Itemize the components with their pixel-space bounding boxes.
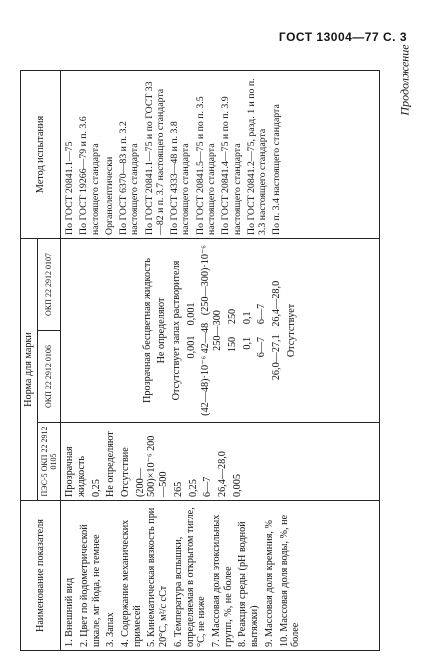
row-1-method: По ГОСТ 20841.1—75 (64, 141, 76, 235)
col-norm-header: Норма для марки (21, 238, 38, 500)
row-5-mark-3: (250—300)·10⁻⁶ 250—300 (200, 245, 224, 351)
page-header: ГОСТ 13004—77 С. 3 (278, 30, 407, 44)
row-9-mark-1: 26,4—28,0 (217, 451, 228, 497)
row-5-method: По ГОСТ 20841.1—75 и по ГОСТ 33—82 и п. 3.7 настоящего стандарта (143, 81, 166, 235)
row-9-method: По ГОСТ 20841.2—75, разд. 1 и по п. 3.3 настоящего стандарта (245, 78, 269, 235)
row-3-mark-1: Не определяют (105, 431, 117, 497)
row-2-name: 2. Цвет по йодометрической шкале, мг йода, не темнее (78, 524, 102, 647)
mark-1-values (61, 423, 380, 501)
row-7-mark-2: 0,1 (241, 336, 253, 350)
row-3-method: Органолептически (103, 156, 115, 235)
row-6-name: 6. Температура вспышки, определяемая в открытом тигле, °С, не ниже (172, 507, 208, 647)
row-8-method: По ГОСТ 20841.4—75 и по п. 3.9 настоящего стандарта (220, 96, 243, 235)
row-10-method: По п. 3.4 настоящего стандарта (271, 104, 283, 235)
row-4-mark-3: 0,001 (185, 302, 197, 326)
row-7-name: 7. Массовая доля этоксильных групп, %, не более (211, 514, 234, 647)
mark-header-2: ОКП 22 2912 0106 (37, 331, 60, 423)
row-6-values (226, 242, 241, 419)
row-2-mark-1: 0,25 (90, 479, 102, 497)
row-4-name: 4. Содержание механических примесей (119, 519, 143, 647)
row-1-mark-1: Прозрачная жидкость (64, 446, 87, 497)
row-7-mark-1: 0,25 (187, 479, 199, 497)
mark-header-3: ОКП 22 2912 0107 (37, 238, 60, 330)
table-container (20, 71, 380, 651)
continuation-text: Продолжение (397, 44, 412, 116)
row-1-mark-2-3: Прозрачная бесцветная жидкость (141, 258, 153, 403)
row-8-name: 8. Реакция среды (pH водной вытяжки) (237, 521, 261, 647)
row-5-mark-1: (200—500)×10⁻⁶ 200—500 (134, 435, 170, 497)
row-8-values (255, 242, 270, 419)
row-9-mark-3: 26,4—28,0 (271, 280, 283, 327)
col-indicator-header: Наименование показателя (21, 501, 61, 651)
row-5-mark-2: (42—48)·10⁻⁶ 42—48 (200, 322, 212, 416)
row-2-mark-2-3: Не определяют (156, 297, 168, 364)
row-4-values (185, 242, 200, 419)
row-4-mark-2: 0,001 (185, 335, 197, 359)
row-3-name: 3. Запах (105, 612, 117, 647)
row-5-values (199, 242, 225, 419)
row-7-values (241, 242, 256, 419)
row-4-mark-1: Отсутствие (119, 447, 131, 497)
row-9-mark-2: 26,0—27,1 (271, 334, 283, 381)
row-7-mark-3: 0,1 (241, 311, 253, 325)
row-6-mark-1: 265 (172, 481, 184, 497)
row-5-name: 5. Кинематическая вязкость при 20°С, м²/с сСт (146, 507, 170, 647)
rotated-table-frame (20, 71, 380, 651)
row-9-name: 9. Массовая доля кремния, % (263, 520, 275, 647)
row-10-mark-1: 0,005 (231, 474, 243, 497)
row-9-values (270, 242, 285, 419)
row-6-method: По ГОСТ 4333—48 и п. 3.8 настоящего стандарта (169, 121, 192, 235)
row-4-method: По ГОСТ 6370—83 и п. 3.2 настоящего стандарта (118, 121, 141, 235)
mark-header-1: ПЭС-5 ОКП 22 2912 0105 (37, 423, 60, 501)
mark-2-3-values (61, 238, 380, 422)
row-10-mark-2-3: Отсутствует (285, 303, 297, 358)
method-values (61, 70, 380, 238)
row-10-name: 10. Массовая доля воды, %, не более (278, 514, 302, 647)
indicator-names (61, 501, 380, 651)
row-6-mark-2: 150 (226, 336, 238, 353)
continuation-label (397, 30, 413, 130)
row-2-method: По ГОСТ 19266—79 и п. 3.6 настоящего стандарта (78, 116, 101, 235)
col-method-header: Метод испытания (21, 70, 61, 238)
table-row (61, 70, 380, 650)
row-8-mark-1: 6—7 (202, 476, 214, 497)
row-8-mark-3: 6—7 (256, 303, 268, 325)
row-1-name: 1. Внешний вид (64, 577, 76, 647)
spec-table (20, 70, 380, 651)
row-3-mark-2: Отсутствует запах растворителя (171, 260, 183, 401)
row-8-mark-2: 6—7 (256, 336, 268, 358)
row-6-mark-3: 250 (226, 308, 238, 325)
row-7-method: По ГОСТ 20841.5—75 и по п. 3.5 настоящего стандарта (194, 96, 218, 235)
